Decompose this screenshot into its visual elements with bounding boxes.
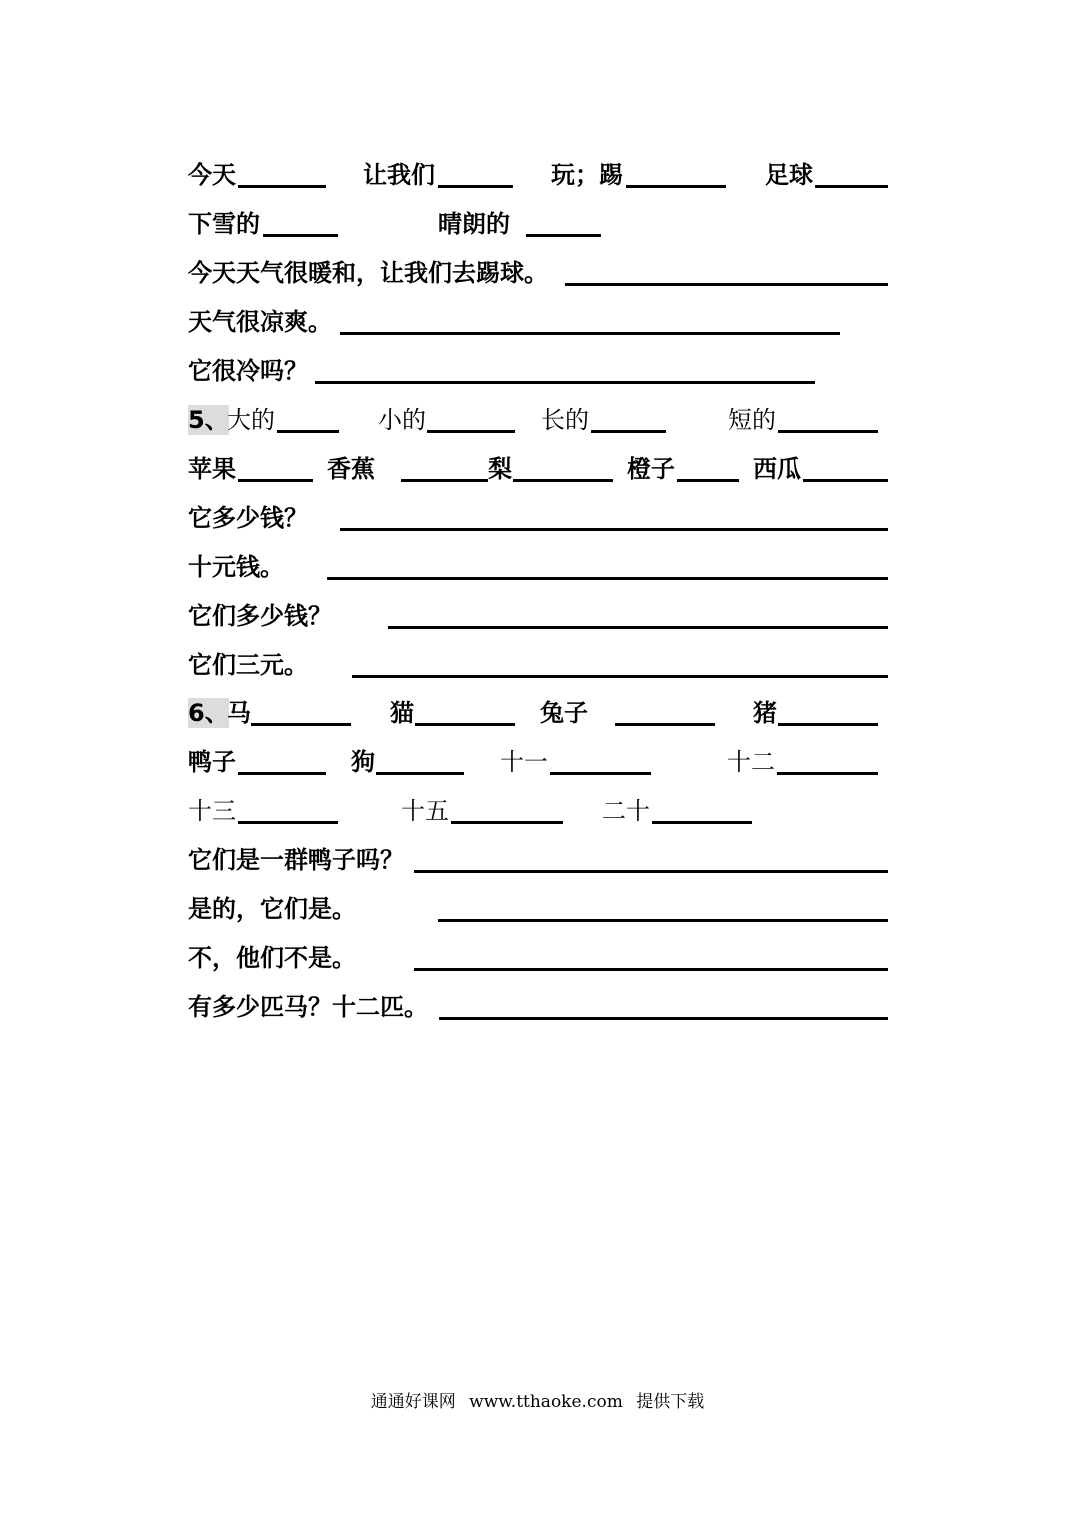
word-label: 大的 <box>227 406 275 434</box>
word-label: 马 <box>227 699 251 727</box>
answer-blank[interactable] <box>652 821 752 824</box>
section-number: 5、 <box>188 406 229 434</box>
answer-blank[interactable] <box>238 772 326 775</box>
word-label: 猫 <box>390 699 414 727</box>
word-label: 鸭子 <box>188 748 236 776</box>
answer-blank[interactable] <box>251 723 351 726</box>
sentence-label: 十元钱。 <box>188 553 284 581</box>
answer-blank[interactable] <box>263 234 338 237</box>
answer-blank[interactable] <box>591 430 666 433</box>
answer-blank[interactable] <box>626 185 726 188</box>
word-label: 香蕉 <box>327 455 375 483</box>
answer-blank[interactable] <box>803 479 888 482</box>
word-label: 长的 <box>541 406 589 434</box>
answer-blank[interactable] <box>677 479 739 482</box>
answer-blank[interactable] <box>615 723 715 726</box>
word-label: 今天 <box>188 161 236 189</box>
sentence-label: 它多少钱？ <box>188 504 308 532</box>
answer-blank[interactable] <box>438 185 513 188</box>
answer-line[interactable] <box>352 675 888 678</box>
answer-line[interactable] <box>565 283 888 286</box>
answer-line[interactable] <box>414 870 888 873</box>
sentence-label: 是的，它们是。 <box>188 895 356 923</box>
word-label: 二十 <box>602 797 650 825</box>
word-label: 兔子 <box>540 699 588 727</box>
answer-blank[interactable] <box>451 821 563 824</box>
answer-line[interactable] <box>388 626 888 629</box>
answer-blank[interactable] <box>777 772 878 775</box>
sentence-label: 它很冷吗？ <box>188 357 308 385</box>
answer-blank[interactable] <box>815 185 888 188</box>
word-label: 狗 <box>351 748 375 776</box>
word-label: 足球 <box>765 161 813 189</box>
answer-line[interactable] <box>315 381 815 384</box>
answer-line[interactable] <box>414 968 888 971</box>
word-label: 梨 <box>488 455 512 483</box>
word-label: 短的 <box>728 406 776 434</box>
footer-url[interactable]: www.tthaoke.com <box>469 1392 623 1412</box>
sentence-label: 天气很凉爽。 <box>188 308 332 336</box>
footer-note: 提供下载 <box>636 1392 705 1412</box>
word-label: 小的 <box>378 406 426 434</box>
sentence-label: 它们三元。 <box>188 651 308 679</box>
word-label: 橙子 <box>627 455 675 483</box>
sentence-label: 它们多少钱？ <box>188 602 332 630</box>
answer-blank[interactable] <box>550 772 651 775</box>
sentence-label: 它们是一群鸭子吗？ <box>188 846 404 874</box>
word-label: 十三 <box>188 797 236 825</box>
answer-blank[interactable] <box>427 430 515 433</box>
word-label: 让我们 <box>363 161 435 189</box>
answer-blank[interactable] <box>513 479 613 482</box>
word-label: 晴朗的 <box>438 210 510 238</box>
word-label: 玩；踢 <box>551 161 623 189</box>
answer-blank[interactable] <box>238 185 326 188</box>
page-footer <box>0 1390 1075 1414</box>
answer-line[interactable] <box>327 577 888 580</box>
word-label: 十五 <box>401 797 449 825</box>
answer-blank[interactable] <box>238 479 313 482</box>
answer-blank[interactable] <box>778 723 878 726</box>
answer-line[interactable] <box>340 528 888 531</box>
word-label: 猪 <box>753 699 777 727</box>
answer-blank[interactable] <box>778 430 878 433</box>
answer-blank[interactable] <box>238 821 338 824</box>
answer-blank[interactable] <box>376 772 464 775</box>
word-label: 十二 <box>727 748 775 776</box>
answer-blank[interactable] <box>415 723 515 726</box>
answer-line[interactable] <box>438 919 888 922</box>
answer-blank[interactable] <box>526 234 601 237</box>
word-label: 苹果 <box>188 455 236 483</box>
answer-blank[interactable] <box>277 430 339 433</box>
sentence-label: 有多少匹马？十二匹。 <box>188 993 428 1021</box>
sentence-label: 今天天气很暖和，让我们去踢球。 <box>188 259 548 287</box>
answer-line[interactable] <box>340 332 840 335</box>
sentence-label: 不，他们不是。 <box>188 944 356 972</box>
answer-line[interactable] <box>439 1017 888 1020</box>
answer-blank[interactable] <box>401 479 488 482</box>
word-label: 十一 <box>500 748 548 776</box>
word-label: 下雪的 <box>188 210 260 238</box>
footer-site-name: 通通好课网 <box>370 1392 456 1412</box>
word-label: 西瓜 <box>753 455 801 483</box>
section-number: 6、 <box>188 699 229 727</box>
